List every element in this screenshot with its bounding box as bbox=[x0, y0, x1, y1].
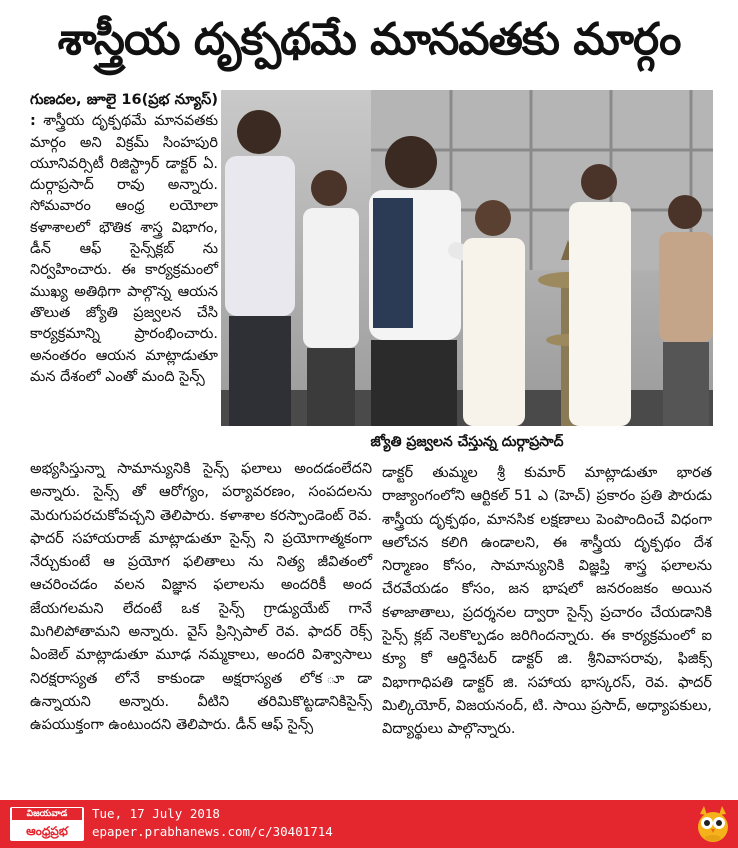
masthead-label: ఆంధ్రప్రభ bbox=[26, 824, 68, 838]
article-right-paragraph: డాక్టర్ తుమ్మల శ్రీ కుమార్ మాట్లాడుతూ భారత రాజ్యాంగంలోని ఆర్టికల్ 51 ఎ (హెచ్) ప్రకారం ప్రతి పౌరుడు శాస్త్రీయ దృక్పథం, మానసిక లక్షణాలు పెంపొందించే విధంగా ఆలోచన కలిగి ఉండాలని, ఈ శాస్త్రీయ దృక్పథం దేశ నిర్మాణం కోసం, సామాన్యునికి విజ్ఞప్తి శాస్త్ర ఫలాలను చేరవేయడం కోసం, జన భాషలో జనరంజకం అయిన కళాజాతాలు, ప్రదర్శనల ద్వారా సైన్స్ ప్రచారం చేయడానికి సైన్స్ క్లబ్ నెలకొల్పడం జరిగిందన్నారు. ఈ కార్యక్రమంలో ఐ క్యూ కో ఆర్డినేటర్ డాక్టర్ జి. శ్రీనివాసరావు, ఫిజిక్స్ విభాగాధిపతి డాక్టర్ జి. సహాయ భాస్కరస్, రెవ. ఫాదర్ మిల్కియోర్, విజయనంద్, టి. సాయి ప్రసాద్, అధ్యాపకులు, విద్యార్థులు పాల్గొన్నారు. bbox=[382, 465, 712, 738]
edition-label: విజయవాడ bbox=[12, 808, 82, 820]
owl-mascot-icon bbox=[693, 804, 733, 844]
headline: శాస్త్రీయ దృక్పథమే మానవతకు మార్గం bbox=[57, 14, 681, 65]
lamp-lighting-photo bbox=[221, 90, 713, 426]
article-photo bbox=[221, 90, 713, 426]
photo-caption: జ్యోతి ప్రజ్వలన చేస్తున్న దుర్గాప్రసాద్ bbox=[370, 434, 564, 450]
epaper-url[interactable]: epaper.prabhanews.com/c/30401714 bbox=[92, 824, 333, 839]
edition-date: Tue, 17 July 2018 bbox=[92, 806, 220, 821]
article-middle-paragraph: అభ్యసిస్తున్నా సామాన్యునికి సైన్స్ ఫలాలు అందడంలేదని అన్నారు. సైన్స్ తో ఆరోగ్యం, పర్యావరణం, సంపదలను మెరుగుపరచుకోవచ్చని తెలిపారు. కళాశాల కరస్పాండెంట్ రెవ. ఫాదర్ సహాయరాజ్ మాట్లాడుతూ సైన్స్ ని ప్రయోగాత్మకంగా నేర్చుకుంటే ఆ ప్రయోగ ఫలితాలు ను నిత్య జీవితంలో ఆచరించడం వలన విజ్ఞాన ఫలాలను అందరికీ అంద జేయగలమని లేదంటే ఒక సైన్స్ గ్రాడ్యుయేట్ గానే మిగిలిపోతామని అన్నారు. వైస్ ప్రిన్సిపాల్ రెవ. ఫాదర్ రెక్స్ ఏంజెల్ మాట్లాడుతూ మూఢ నమ్మకాలు, అందరి విశ్వాసాలు నిరక్షరాస్యత లోనే కాకుండా అక్షరాస్యత లోక ూడా ఉన్నాయని అన్నారు. వీటిని తరిమికొట్టడానికిసైన్స్ ఉపయుక్తంగా ఉంటుందని తెలిపారు. డీన్ ఆఫ్ సైన్స్ bbox=[30, 461, 372, 734]
epaper-footer bbox=[0, 800, 738, 848]
newspaper-logo bbox=[10, 807, 84, 841]
article-left-column bbox=[30, 90, 218, 388]
dateline: గుణదల, జూలై 16(ప్రభ న్యూస్) : bbox=[30, 92, 218, 130]
left-column-text: శాస్త్రీయ దృక్పథమే మానవతకు మార్గం అని విక్రమ్ సింహపురి యూనివర్సిటీ రిజిస్ట్రార్ డాక్టర్ ఏ. దుర్గాప్రసాద్ రావు అన్నారు. సోమవారం ఆంధ్ర లయోలా కళాశాలలో భౌతిక శాస్త్ర విభాగం, డీన్ ఆఫ్ సైన్స్‌క్లబ్ ను నిర్వహించారు. ఈ కార్యక్రమంలో ముఖ్య అతిథిగా పాల్గొన్న ఆయన తొలుత జ్యోతి ప్రజ్వలన చేసి కార్యక్రమాన్ని ప్రారంభించారు. అనంతరం ఆయన మాట్లాడుతూ మన దేశంలో ఎంతో మంది సైన్స్ bbox=[30, 113, 218, 385]
